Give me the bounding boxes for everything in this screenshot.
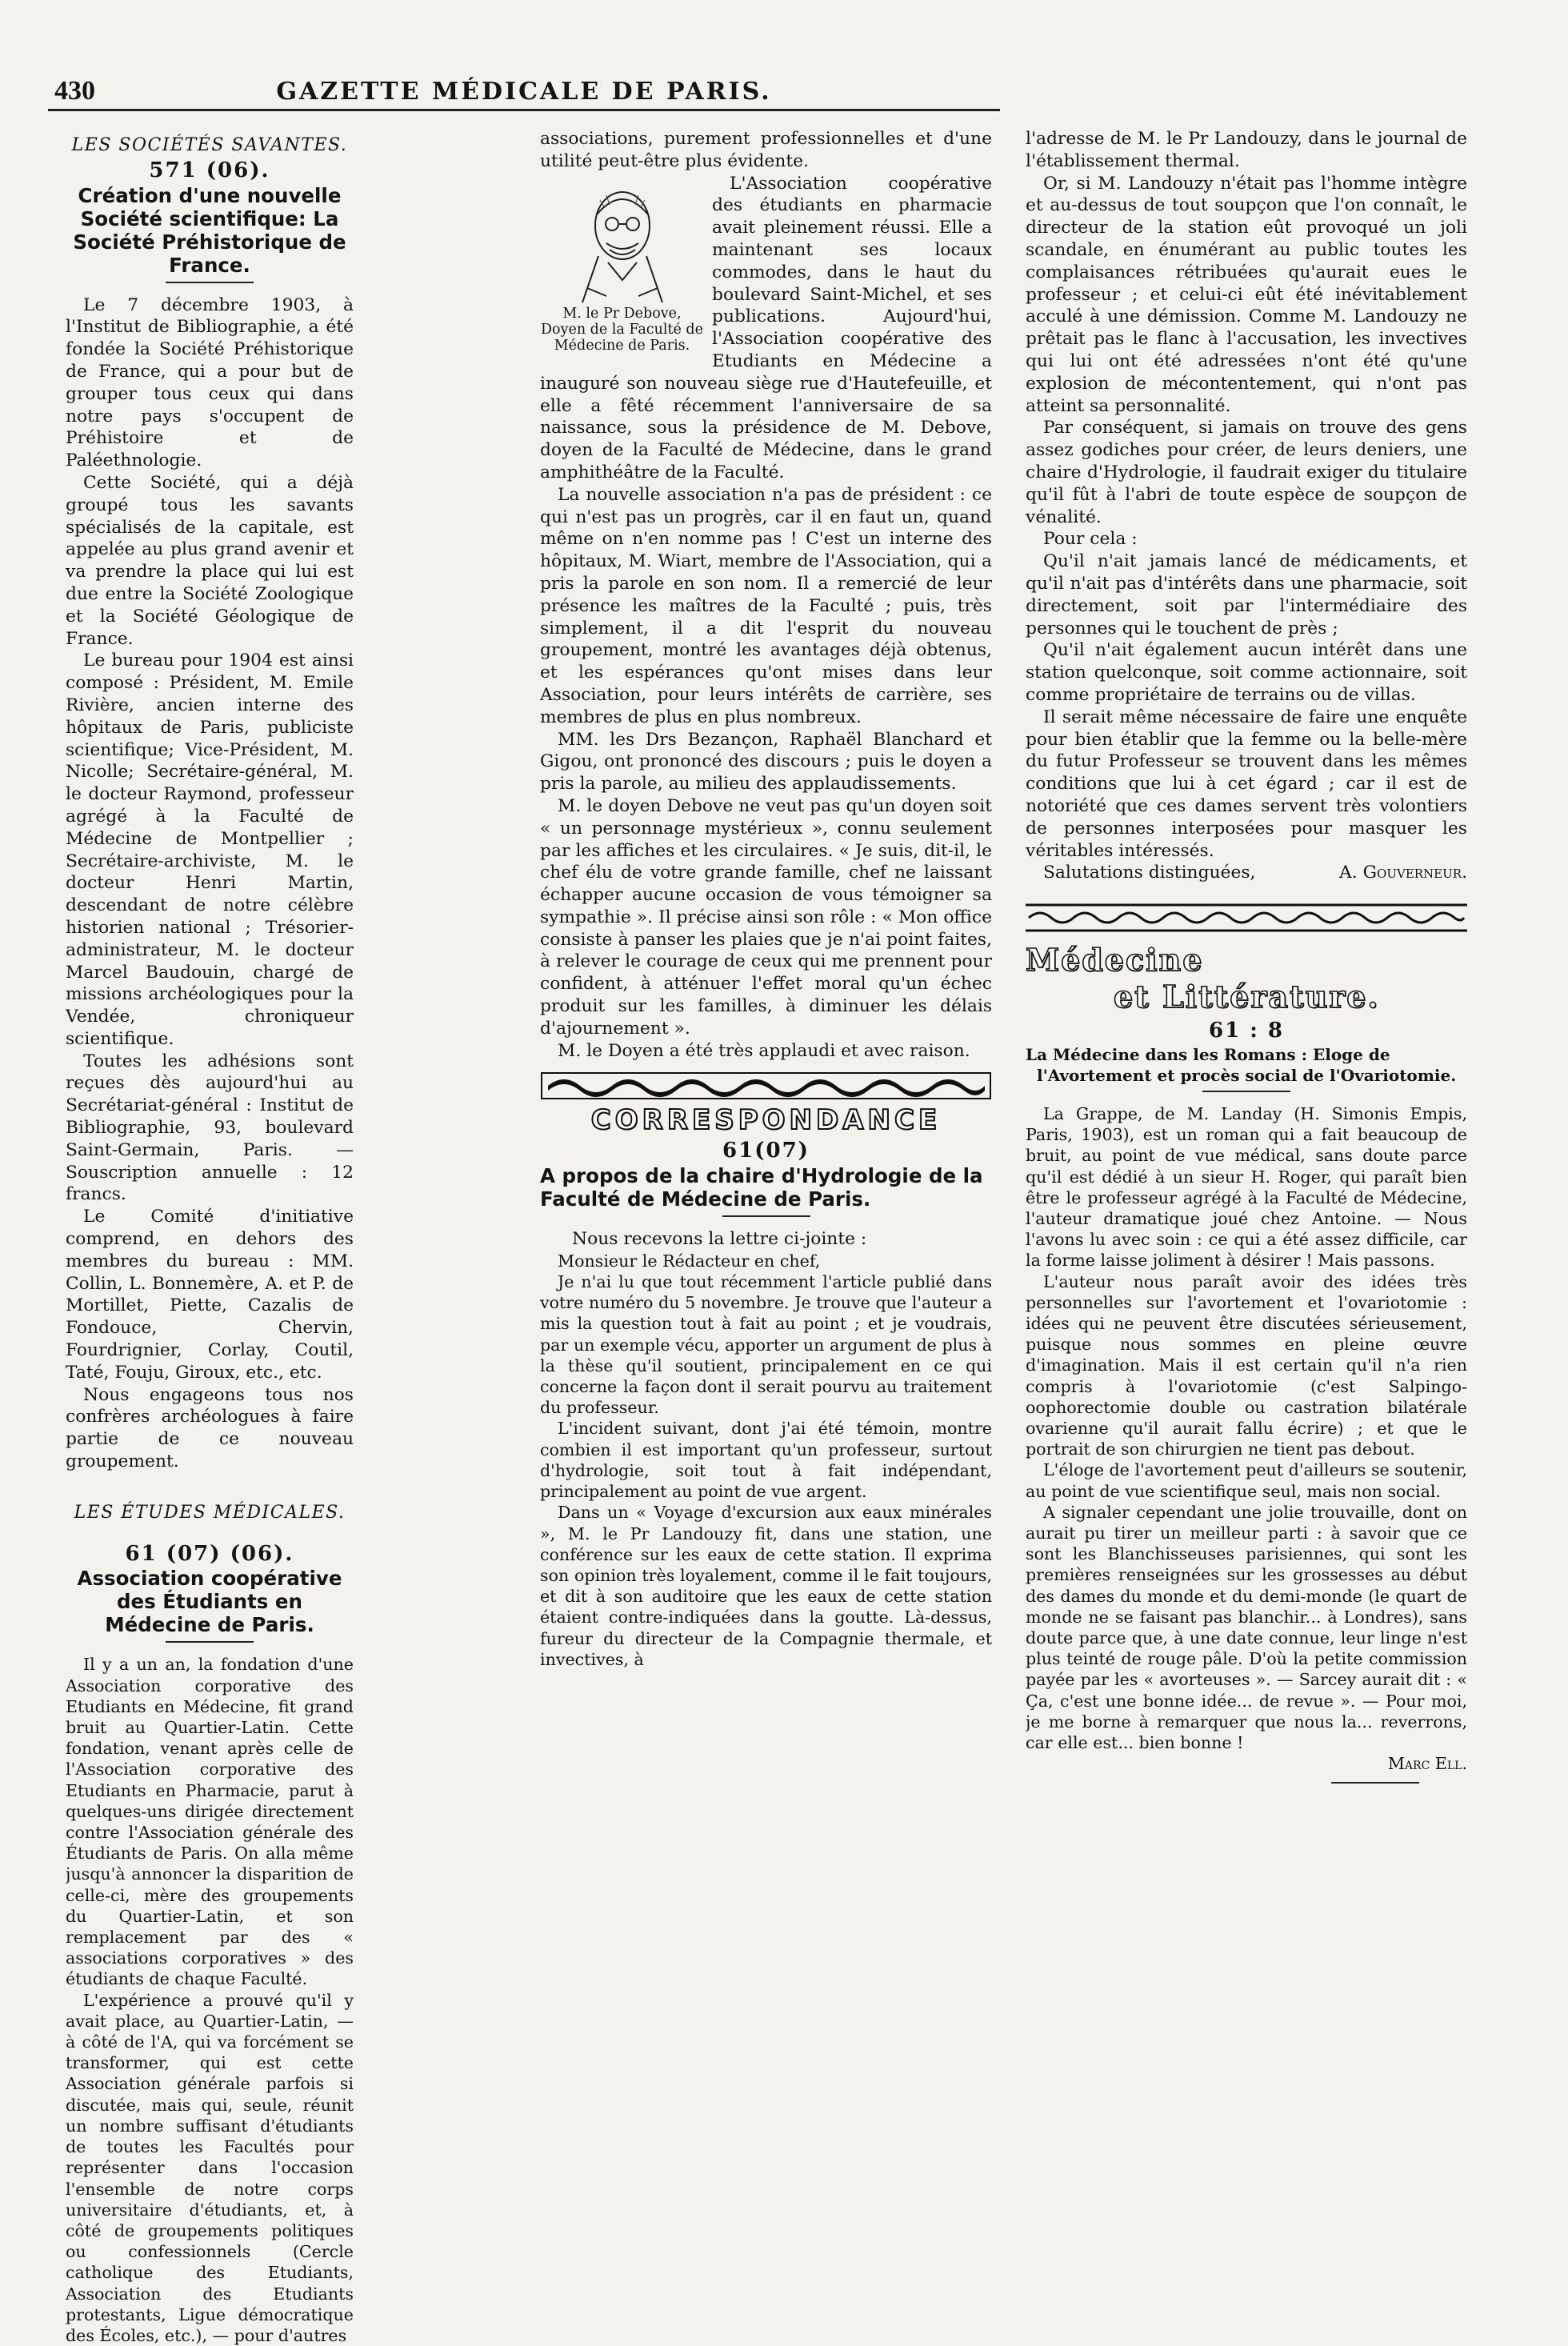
paragraph: Cette Société, qui a déjà groupé tous les savants spécialisés de la capitale, est appelée au plus grand avenir et va prendre la place qui lui est due entre la Société Zoologique et la Société Géologique de France.: [66, 472, 354, 649]
letter-intro: Nous recevons la lettre ci-jointe :: [572, 1229, 867, 1250]
section-heading-line1: Médecine: [1026, 942, 1204, 979]
article-title: Création d'une nouvelle Société scientifique: La Société Préhistorique de France.: [73, 183, 346, 277]
paragraph: Le 7 décembre 1903, à l'Institut de Bibliographie, a été fondée la Société Préhistorique de France, qui a pour but de grouper tous ceux qui dans notre pays s'occupent de Préhistoire et de Paléethnologie.: [66, 294, 354, 471]
page-number: 430: [54, 76, 95, 106]
journal-title: GAZETTE MÉDICALE DE PARIS.: [276, 78, 772, 106]
paragraph: Il y a un an, la fondation d'une Association corporative des Etudiants en Médecine, fit grand bruit au Quartier-Latin. Cette fondation, venant après celle de l'Association corporative des Etudiants en Pharmacie, parut à quelques-uns dirigée directement contre l'Association générale des Étudiants de Paris. On alla même jusqu'à annoncer la disparition de celle-ci, mère des groupements du Quartier-Latin, et son remplacement par des « associations corporatives » des étudiants de chaque Faculté.: [66, 1655, 354, 1989]
section-heading: [1026, 942, 1467, 1015]
article-title: Association coopérative des Étudiants en Médecine de Paris.: [77, 1567, 342, 1637]
letter-salutation: Monsieur le Rédacteur en chef,: [558, 1251, 821, 1271]
paragraph: L'expérience a prouvé qu'il y avait place, au Quartier-Latin, — à côté de l'A, qui va forcément se transformer, qui est cette Association générale parfois si discutée, mais qui, seule, réunit un nombre suffisant d'étudiants de toutes les Facultés pour représenter dans l'occasion l'ensemble de notre corps universitaire d'étudiants, et, à côté de groupements politiques ou confessionnels (Cercle catholique des Etudiants, Association des Etudiants protestants, Ligue démocratique des Écoles, etc.), — pour d'autres: [66, 1990, 354, 2345]
signature: A. Gouverneur.: [1339, 863, 1467, 883]
paragraph: L'éloge de l'avortement peut d'ailleurs se soutenir, au point de vue scientifique seul, mais non social.: [1026, 1460, 1467, 1501]
paragraph: Il serait même nécessaire de faire une enquête pour bien établir que la femme ou la belle-mère du futur Professeur se trouvent dans les mêmes conditions que lui à cet égard ; car il est de notoriété que ces dames servent très volontiers de personnes interposées pour masquer les véritables intéressés.: [1026, 707, 1467, 861]
title-rule: [1202, 1091, 1290, 1092]
rubric-societes: LES SOCIÉTÉS SAVANTES.: [71, 135, 348, 155]
paragraph: associations, purement professionnelles et d'une utilité peut-être plus évidente.: [540, 129, 992, 171]
ornament-divider: [1026, 902, 1467, 934]
paragraph: MM. les Drs Bezançon, Raphaël Blanchard et Gigou, ont prononcé des discours ; puis le doyen a pris la parole, au milieu des applaudissements.: [540, 729, 992, 795]
letter-closing: [1026, 862, 1467, 884]
portrait-engraving: [558, 176, 686, 304]
paragraph: Par conséquent, si jamais on trouve des gens assez godiches pour créer, de leurs deniers, une chaire d'Hydrologie, il faudrait exiger du titulaire qu'il fût à l'abri de toute espèce de soupçon de vénalité.: [1026, 418, 1467, 527]
paragraph: Nous engageons tous nos confrères archéologues à faire partie de ce nouveau groupement.: [66, 1384, 354, 1472]
running-head: [48, 76, 1000, 108]
title-rule: [722, 1215, 810, 1217]
paragraph: l'adresse de M. le Pr Landouzy, dans le journal de l'établissement thermal.: [1026, 129, 1467, 171]
title-rule: [166, 1641, 254, 1643]
paragraph: A signaler cependant une jolie trouvaille, dont on aurait pu tirer un meilleur parti : à savoir que ce sont les Blanchisseuses parisiennes, qui sont les premières renseignées sur les grossesses au début des dames du monde et du demi-monde (le quart de monde ne se faisant pas blanchir... à Londres), sans doute parce que, à une date connue, leur linge n'est plus teinté de rouge pâle. D'où la petite commission payée par les « avorteuses ». — Sarcey aurait dit : « Ça, c'est une bonne idée... de revue ». — Pour moi, je me borne à remarquer que nous la... reverrons, car elle est... bien bonne !: [1026, 1502, 1467, 1752]
paragraph: La Grappe, de M. Landay (H. Simonis Empis, Paris, 1903), est un roman qui a fait beaucoup de bruit, au point de vue médical, sans doute parce qu'il est dédié à un sieur H. Roger, qui paraît bien être le professeur agrégé à la Faculté de Médecine, l'auteur dramatique joué chez Antoine. — Nous l'avons lu avec soin : ce qui a été assez difficile, car la forme laisse joliment à désirer ! Mais passons.: [1026, 1103, 1467, 1271]
article-code: 61 (07) (06).: [125, 1541, 294, 1566]
paragraph: Pour cela :: [1043, 529, 1138, 550]
column-right: [1026, 128, 1467, 1784]
signature: Marc Ell.: [1387, 1754, 1467, 1774]
header-rule: [48, 109, 1000, 111]
column-middle: [540, 128, 992, 1670]
paragraph: Or, si M. Landouzy n'était pas l'homme intègre et au-dessus de tout soupçon que l'on connaît, le directeur de la station eût provoqué un joli scandale, en énumérant au public toutes les complaisances rétribuées qu'aurait eues le professeur ; et celui-ci eût été inévitablement acculé à une démission. Comme M. Landouzy ne prêtait pas le flanc à l'accusation, les invectives qui lui ont été adressées n'ont été qu'une explosion de mécontentement, qui n'ont pas atteint sa personnalité.: [1026, 173, 1467, 416]
paragraph: L'Association coopérative des étudiants en pharmacie avait pleinement réussi. Elle a maintenant ses locaux commodes, dans le haut du boulevard Saint-Michel, et ses publications. Aujourd'hui, l'Association coopérative des Etudiants en Médecine a inauguré son nouveau siège rue d'Hautefeuille, et elle a fêté récemment l'anniversaire de sa naissance, sous la présidence de M. Debove, doyen de la Faculté de Médecine, dans le grand amphithéâtre de la Faculté.: [540, 173, 992, 482]
paragraph: Toutes les adhésions sont reçues dès aujourd'hui au Secrétariat-général : Institut de Bibliographie, 93, boulevard Saint-Germain, Paris. — Souscription annuelle : 12 francs.: [66, 1051, 354, 1205]
paragraph: M. le Doyen a été très applaudi et avec raison.: [558, 1040, 970, 1061]
article-code: 571 (06).: [149, 158, 270, 182]
article-title: A propos de la chaire d'Hydrologie de la Faculté de Médecine de Paris.: [540, 1164, 983, 1211]
section-banner: CORRESPONDANCE: [590, 1104, 942, 1137]
paragraph: Je n'ai lu que tout récemment l'article publié dans votre numéro du 5 novembre. Je trouve que l'auteur a mis la question tout à fait au point ; et je voudrais, par un exemple vécu, apporter un argument de plus à la thèse qu'il soutient, principalement en ce qui concerne la façon dont il serait pourvu au traitement du professeur.: [540, 1272, 992, 1418]
portrait-figure: [540, 176, 704, 354]
column-left: [66, 128, 354, 2346]
rubric-etudes: LES ÉTUDES MÉDICALES.: [74, 1502, 346, 1523]
paragraph: Le bureau pour 1904 est ainsi composé : Président, M. Emile Rivière, ancien interne des hôpitaux de Paris, publiciste scientifique; Vice-Président, M. Nicolle; Secrétaire-général, M. le docteur Raymond, professeur agrégé à la Faculté de Médecine de Montpellier ; Secrétaire-archiviste, M. le docteur Henri Martin, descendant de notre célèbre historien national ; Trésorier-administrateur, M. le docteur Marcel Baudouin, chargé de missions archéologiques pour la Vendée, chroniqueur scientifique.: [66, 651, 354, 1049]
ornament-divider: [540, 1070, 992, 1102]
section-heading-line2: et Littérature.: [1114, 979, 1380, 1015]
paragraph: Qu'il n'ait également aucun intérêt dans une station quelconque, soit comme actionnaire, soit comme propriétaire de terrains ou de villas.: [1026, 640, 1467, 705]
article-code: 61 : 8: [1209, 1019, 1284, 1043]
title-rule: [166, 282, 254, 283]
paragraph: Dans un « Voyage d'excursion aux eaux minérales », M. le Pr Landouzy fit, dans une station, une conférence sur les eaux de cette station. Il exprima son opinion très loyalement, comme il le fait toujours, et dit à son auditoire que les eaux de cette station étaient contre-indiquées dans la goutte. Là-dessus, fureur du directeur de la Compagnie thermale, et invectives, à: [540, 1503, 992, 1669]
end-rule: [1331, 1782, 1419, 1784]
paragraph: Qu'il n'ait jamais lancé de médicaments, et qu'il n'ait pas d'intérêts dans une pharmacie, soit directement, soit par l'intermédiaire des personnes qui le touchent de près ;: [1026, 551, 1467, 639]
portrait-caption: M. le Pr Debove, Doyen de la Faculté de Médecine de Paris.: [541, 305, 703, 354]
paragraph: L'incident suivant, dont j'ai été témoin, montre combien il est important qu'un professeur, surtout d'hydrologie, soit tout à fait indépendant, principalement au point de vue argent.: [540, 1419, 992, 1502]
paragraph: L'auteur nous paraît avoir des idées très personnelles sur l'avortement et l'ovariotomie : idées qui ne peuvent être discutées sérieusement, puisque nous sommes en pleine œuvre d'imagination. Mais il est certain qu'il n'a rien compris à l'ovariotomie (c'est Salpingo-oophorectomie double ou castration bilatérale ovarienne qu'il aurait fallu écrire) ; et que le portrait de son chirurgien ne tient pas debout.: [1026, 1271, 1467, 1459]
paragraph: Le Comité d'initiative comprend, en dehors des membres du bureau : MM. Collin, L. Bonnemère, A. et P. de Mortillet, Piette, Cazalis de Fondouce, Chervin, Fourdrignier, Corlay, Coutil, Taté, Fouju, Giroux, etc., etc.: [66, 1207, 354, 1383]
closing-formula: Salutations distinguées,: [1043, 863, 1256, 883]
paragraph: M. le doyen Debove ne veut pas qu'un doyen soit « un personnage mystérieux », connu seulement par les affiches et les circulaires. « Je suis, dit-il, le chef élu de votre grande famille, chef ne laissant échapper aucune occasion de vous témoigner sa sympathie ». Il précise ainsi son rôle : « Mon office consiste à panser les plaies que je n'ai point faites, à relever le courage de ceux qui me prennent pour confident, à atténuer l'effet moral qu'un échec produit sur les familles, à diminuer les délais d'ajournement ».: [540, 795, 992, 1039]
paragraph: La nouvelle association n'a pas de président : ce qui n'est pas un progrès, car il en faut un, quand même on n'en nomme pas ! C'est un interne des hôpitaux, M. Wiart, membre de l'Association, qui a pris la parole en son nom. Il a remercié de leur présence les maîtres de la Faculté ; puis, très simplement, il a dit l'esprit du nouveau groupement, montré les avantages déjà obtenus, et les espérances qu'ont mises dans leur Association, pour leurs intérêts de carrière, ses membres de plus en plus nombreux.: [540, 484, 992, 727]
article-code: 61(07): [722, 1139, 810, 1163]
article-title: La Médecine dans les Romans : Eloge de l'Avortement et procès social de l'Ovariotomie.: [1026, 1044, 1457, 1085]
